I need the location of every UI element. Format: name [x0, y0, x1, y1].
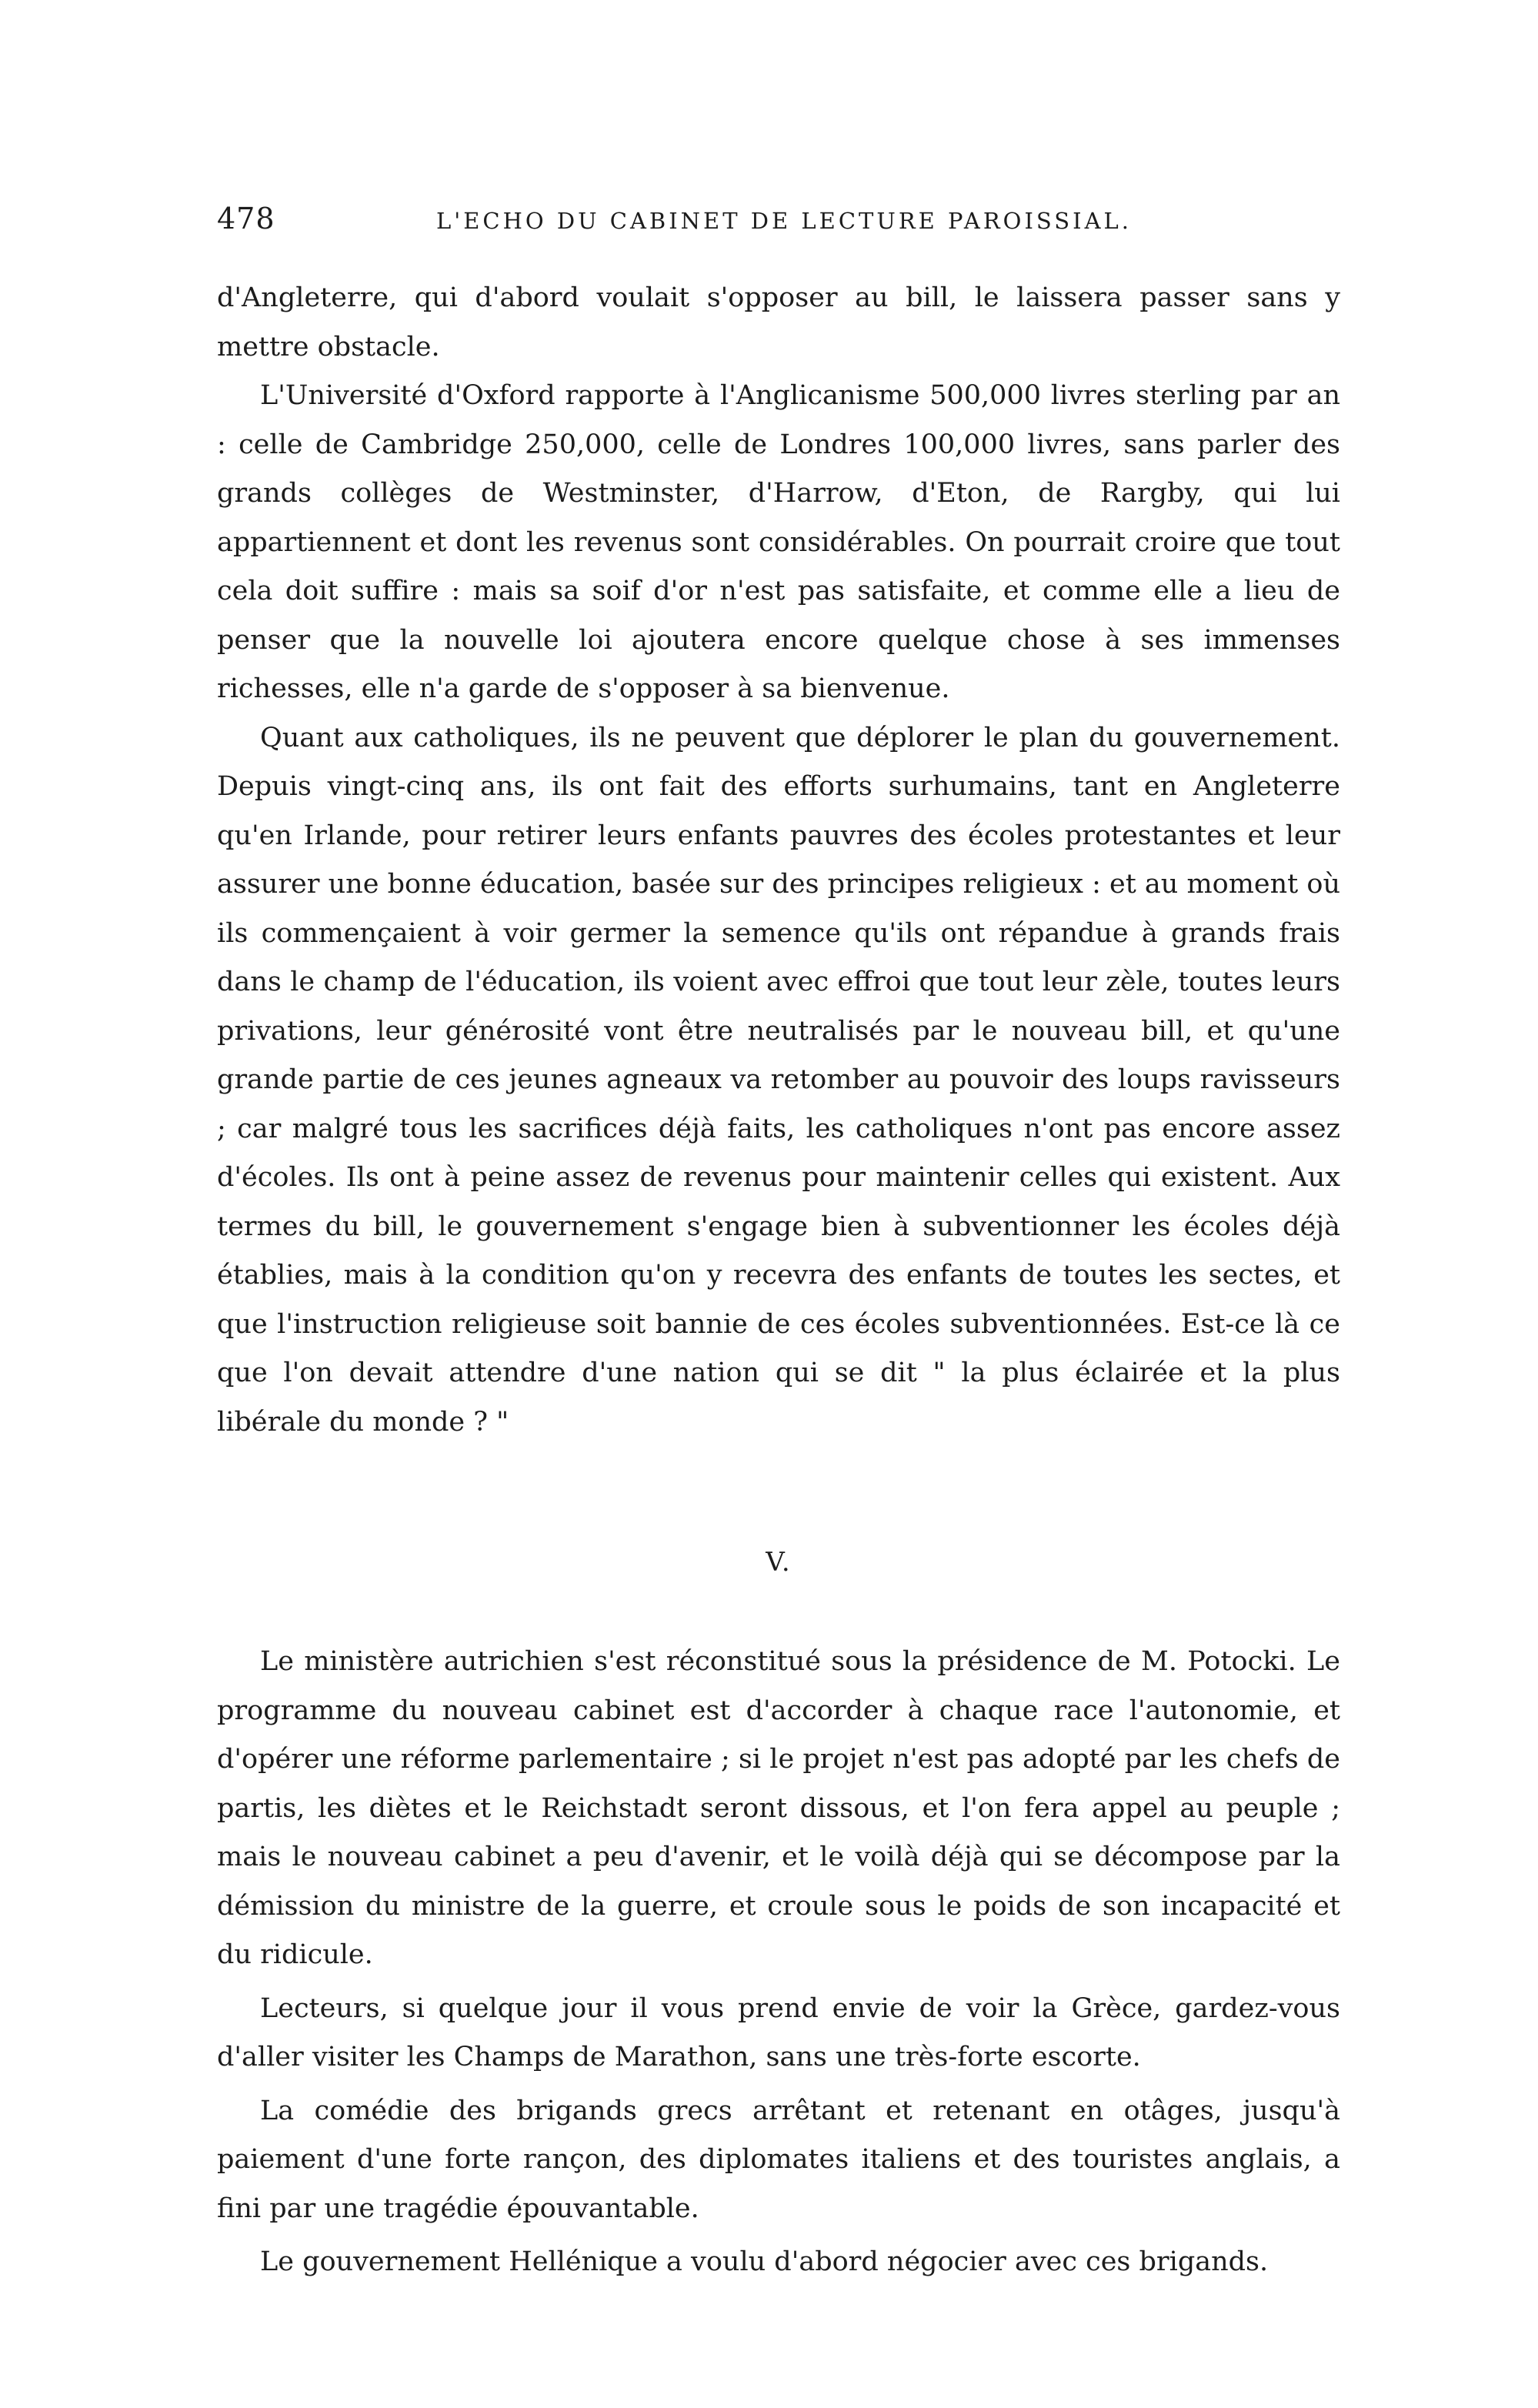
- section-text: [217, 1638, 1340, 2287]
- paragraph: Le ministère autrichien s'est réconstitué sous la présidence de M. Potocki. Le programme du nouveau cabinet est d'accorder à chaque race l'autonomie, et d'opérer une réforme parlementaire ; si le projet n'est pas adopté par les chefs de partis, les diètes et le Reichstadt seront dissous, et l'on fera appel au peuple ; mais le nouveau cabinet a peu d'avenir, et le voilà déjà qui se décompose par la démission du ministre de la guerre, et croule sous le poids de son incapacité et du ridicule.: [217, 1646, 1340, 1970]
- paragraph: Quant aux catholiques, ils ne peuvent que déplorer le plan du gouvernement. Depuis vingt-cinq ans, ils ont fait des efforts surhumains, tant en Angleterre qu'en Irlande, pour retirer leurs enfants pauvres des écoles protestantes et leur assurer une bonne éducation, basée sur des principes religieux : et au moment où ils commençaient à voir germer la semence qu'ils ont répandue à grands frais dans le champ de l'éducation, ils voient avec effroi que tout leur zèle, toutes leurs privations, leur générosité vont être neutralisés par le nouveau bill, et qu'une grande partie de ces jeunes agneaux va retomber au pouvoir des loups ravisseurs ; car malgré tous les sacrifices déjà faits, les catholiques n'ont pas encore assez d'écoles. Ils ont à peine assez de revenus pour maintenir celles qui existent. Aux termes du bill, le gouvernement s'engage bien à subventionner les écoles déjà établies, mais à la condition qu'on y recevra des enfants de toutes les sectes, et que l'instruction religieuse soit bannie de ces écoles subventionnées. Est-ce là ce que l'on devait attendre d'une nation qui se dit " la plus éclairée et la plus libérale du monde ? ": [217, 722, 1340, 1438]
- paragraph: d'Angleterre, qui d'abord voulait s'opposer au bill, le laissera passer sans y mettre obstacle.: [217, 282, 1340, 362]
- body-text: [217, 274, 1340, 1447]
- page-number: 478: [217, 202, 275, 235]
- paragraph: La comédie des brigands grecs arrêtant et retenant en otâges, jusqu'à paiement d'une forte rançon, des diplomates italiens et des touristes anglais, a fini par une tragédie épouvantable.: [217, 2095, 1340, 2224]
- paragraph: L'Université d'Oxford rapporte à l'Anglicanisme 500,000 livres sterling par an : celle de Cambridge 250,000, celle de Londres 100,000 livres, sans parler des grands collèges de Westminster, d'Harrow, d'Eton, de Rargby, qui lui appartiennent et dont les revenus sont considérables. On pourrait croire que tout cela doit suffire : mais sa soif d'or n'est pas satisfaite, et comme elle a lieu de penser que la nouvelle loi ajoutera encore quelque chose à ses immenses richesses, elle n'a garde de s'opposer à sa bienvenue.: [217, 380, 1340, 704]
- page-header: [217, 202, 1340, 248]
- paragraph: Lecteurs, si quelque jour il vous prend envie de voir la Grèce, gardez-vous d'aller visiter les Champs de Marathon, sans une très-forte escorte.: [217, 1992, 1340, 2072]
- paragraph: Le gouvernement Hellénique a voulu d'abord négocier avec ces brigands.: [260, 2246, 1269, 2277]
- running-head: L'ECHO DU CABINET DE LECTURE PAROISSIAL.: [436, 208, 1133, 234]
- section-number: V.: [766, 1547, 792, 1578]
